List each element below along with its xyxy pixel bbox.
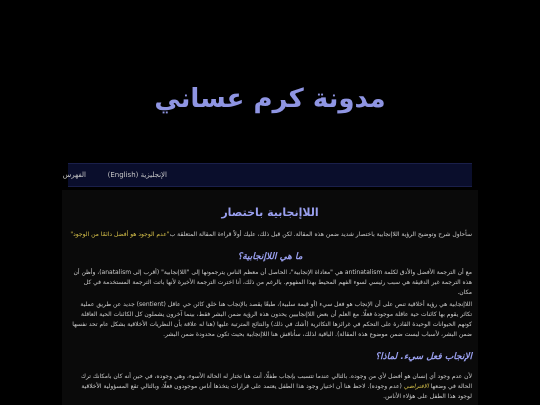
intro-text: سأحاول شرح وتوضيح الرؤية اللاإنجابية باختصار شديد ضمن هذه المقالة. لكن قبل ذلك، عليك أولاً قراءة المقالة المتعلقة ب (169, 231, 472, 238)
section1-paragraph-1: مع أن الترجمة الأفضل والأدق لكلمة antinatalism هي "معاداة الإنجابية"، الحاصل أن معظم الناس يترجمونها إلى "اللاإنجابية" (أقرب إلى anatalism)، وأظن أن هذه الترجمة غير الدقيقة هي سبب رئيسي لسوء الفهم المحيط بهذا المفهوم. بالرغم من ذلك، أنا اخترت الترجمة الأخيرة لأنها باتت الترجمة المستخدمة في كل مكان. (73, 269, 472, 296)
section-heading-why-bad: الإنجاب فعل سيء. لماذا؟ (375, 352, 472, 362)
section2-paragraph-1 (68, 372, 472, 402)
section1-paragraph-2: اللاإنجابية هي رؤية أخلاقية تنص على أن الإنجاب هو فعل سيء (أو قيمة سلبية)، طبعًا يقصد بالإنجاب هنا خلق كائن حي عاقل (sentient) جديد عن طريق عملية تكاثر يقوم بها كائنات حية عاقلة موجودة فعلًا. مع العلم أن بعض اللاإنجابيين يحدون هذه الرؤية ضمن البشر فقط، بينما آخرون يشملون كل الكائنات الحية العاقلة كونهم الحيوانات الوحيدة القادرة على التحكم في غرائزها التكاثرية (أشك في ذلك) والنتائج المترتبة عليها (هنا له علاقة بأن النظريات الأخلاقية بشكل عام تحد نفسها ضمن البشر، لأسباب ليست ضمن موضوع هذه المقالة). الباقية لذلك، سأناقش هنا اللاإنجابية بحيث تكون محدودة ضمن البشر. (72, 301, 472, 338)
section2-text-rest: (عدم وجوده). لاحظ هنا أن اختيار وجود هذا الطفل يعتمد على قرارات يتخذها أناس موجودون فعلًا، وبالتالي تقع المسؤولية الأخلاقية لوجود هذا الطفل على هؤلاء الأناس. (81, 383, 472, 400)
post-title[interactable]: اللاإنجابية باختصار (221, 206, 319, 219)
section-heading-what-is: ما هي اللاإنجابية؟ (237, 252, 303, 262)
section2-italic: الافتراضي (403, 383, 429, 390)
nav-link-index[interactable]: الفهرس (62, 171, 86, 179)
nav-bar (62, 163, 472, 187)
intro-link[interactable]: "عدم الوجود هو أفضل دائمًا من الوجود" (70, 231, 170, 238)
site-title[interactable]: مدونة كرم عساني (154, 84, 386, 114)
site-header (0, 0, 540, 160)
section2-text: لأن عدم وجود أي إنسان هو أفضل لأي من وجوده. بالتالي عندما تتسبب بإنجاب طفلًا، أنت هنا تختار له الحالة الأسوء، وهي وجوده، في حين أنه كان بامكانك ترك الحالة في وضعها (81, 373, 472, 390)
intro-paragraph (68, 230, 472, 240)
nav-link-english[interactable]: الإنجليزية (English) (107, 171, 167, 179)
